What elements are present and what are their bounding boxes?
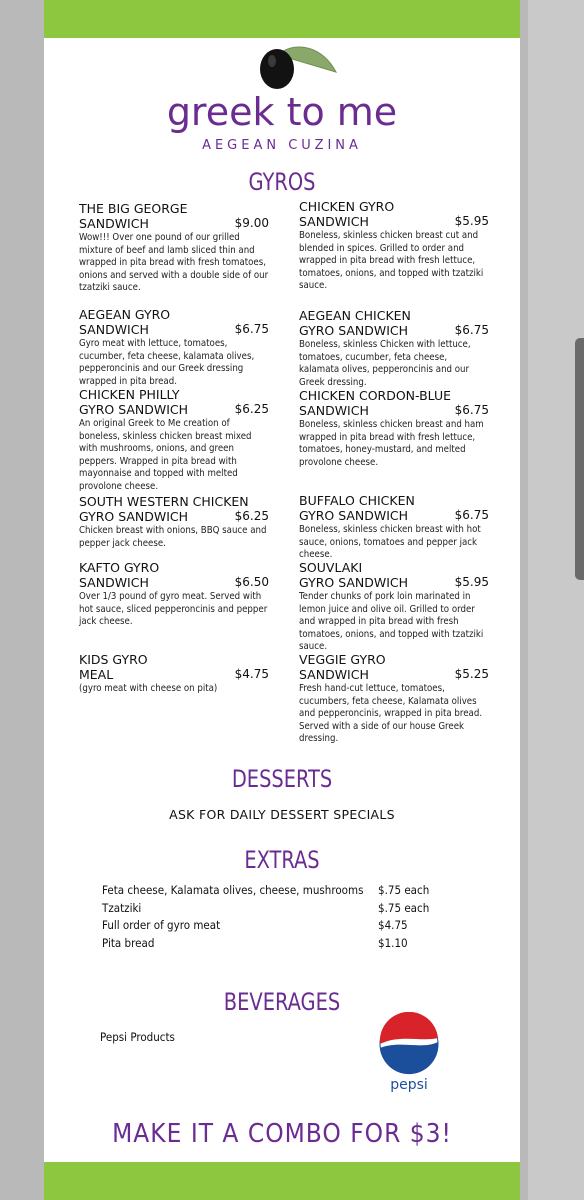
item-name-line: GYRO SANDWICH <box>299 575 409 590</box>
beverage-item: Pepsi Products <box>100 1030 175 1044</box>
item-name <box>299 388 489 418</box>
item-price: $9.00 <box>234 216 269 230</box>
item-price: $6.75 <box>454 403 489 417</box>
extra-name: Pita bread <box>102 935 155 950</box>
desserts-title: DESSERTS <box>231 765 333 793</box>
item-name <box>79 387 269 417</box>
item-name-line: SANDWICH <box>299 214 369 229</box>
item-description: Chicken breast with onions, BBQ sauce and pepper jack cheese. <box>79 525 267 549</box>
item-price: $6.25 <box>234 509 269 523</box>
extra-row <box>102 883 462 901</box>
pepsi-globe-icon <box>378 1012 440 1092</box>
extra-name: Feta cheese, Kalamata olives, cheese, mushrooms <box>102 883 364 897</box>
menu-item <box>79 387 269 493</box>
item-name <box>79 652 269 682</box>
item-name <box>79 560 269 590</box>
menu-item <box>299 652 489 746</box>
desserts-note: ASK FOR DAILY DESSERT SPECIALS <box>169 807 395 822</box>
item-name-line: SOUVLAKI <box>299 560 363 575</box>
menu-sheet <box>44 0 520 1200</box>
extras-title: EXTRAS <box>244 846 320 874</box>
olive-icon <box>252 42 338 94</box>
item-name <box>299 493 489 523</box>
item-name-line: SANDWICH <box>299 667 369 682</box>
item-name-line: AEGEAN CHICKEN <box>299 308 411 323</box>
extra-row <box>102 936 462 954</box>
menu-item <box>79 652 269 696</box>
item-price: $6.75 <box>234 322 269 336</box>
item-description: Boneless, skinless Chicken with lettuce, tomatoes, cucumber, feta cheese, kalamata olives, pepperoncinis and our Greek dressing. <box>299 339 471 388</box>
item-name-line: CHICKEN GYRO <box>299 199 395 214</box>
extra-row <box>102 901 462 919</box>
menu-item <box>79 307 269 388</box>
item-name <box>299 199 489 229</box>
item-price: $5.95 <box>454 214 489 228</box>
item-description: Gyro meat with lettuce, tomatoes, cucumber, feta cheese, kalamata olives, pepperoncinis and our Greek dressing wrapped in pita bread. <box>79 338 255 387</box>
item-name-line: GYRO SANDWICH <box>79 402 189 417</box>
item-name-line: MEAL <box>79 667 114 682</box>
item-name <box>79 201 269 231</box>
scroll-handle[interactable] <box>575 338 584 580</box>
item-description: (gyro meat with cheese on pita) <box>79 683 218 694</box>
item-price: $5.25 <box>454 667 489 681</box>
extra-price: $.75 each <box>378 883 430 897</box>
item-name-line: AEGEAN GYRO <box>79 307 171 322</box>
right-edge <box>528 0 584 1200</box>
item-name-line: GYRO SANDWICH <box>299 323 409 338</box>
menu-item <box>299 199 489 293</box>
item-name-line: CHICKEN PHILLY <box>79 387 180 402</box>
item-description: Boneless, skinless chicken breast with hot sauce, onions, tomatoes and pepper jack cheese. <box>299 524 481 560</box>
item-description: Wow!!! Over one pound of our grilled mixture of beef and lamb sliced thin and wrapped in pita bread with fresh tomatoes, onions and served with a double side of our tzatziki sauce. <box>79 232 269 293</box>
menu-item <box>79 560 269 629</box>
menu-item <box>299 493 489 562</box>
item-description: Boneless, skinless chicken breast cut and blended in spices. Grilled to order and wrapped in pita bread with fresh lettuce, tomatoes, onions, and topped with tzatziki sauce. <box>299 230 484 291</box>
item-name-line: CHICKEN CORDON-BLUE <box>299 388 452 403</box>
item-name <box>299 308 489 338</box>
logo-text: greek to me <box>166 90 398 134</box>
item-name-line: SANDWICH <box>79 575 149 590</box>
extra-price: $4.75 <box>378 918 408 932</box>
item-description: Boneless, skinless chicken breast and ham wrapped in pita bread with fresh lettuce, tomatoes, honey-mustard, and melted provolone cheese. <box>299 419 484 468</box>
item-name-line: KIDS GYRO <box>79 652 148 667</box>
bottom-green-band <box>44 1162 520 1200</box>
item-price: $6.75 <box>454 508 489 522</box>
beverages-title: BEVERAGES <box>223 988 341 1016</box>
item-description: Tender chunks of pork loin marinated in lemon juice and olive oil. Grilled to order and wrapped in pita bread with fresh tomatoes, onions, and topped with tzatziki sauce. <box>299 591 484 652</box>
item-name-line: GYRO SANDWICH <box>79 509 189 524</box>
item-name-line: SANDWICH <box>79 216 149 231</box>
item-name <box>299 560 489 590</box>
item-price: $4.75 <box>234 667 269 681</box>
extra-name: Full order of gyro meat <box>102 918 221 932</box>
extra-name: Tzatziki <box>102 900 142 915</box>
item-name <box>79 307 269 337</box>
item-name-line: THE BIG GEORGE <box>79 201 188 216</box>
pepsi-wordmark: pepsi <box>390 1077 428 1092</box>
item-price: $6.25 <box>234 402 269 416</box>
menu-item <box>299 308 489 389</box>
item-price: $6.50 <box>234 575 269 589</box>
extra-price: $1.10 <box>378 935 408 950</box>
item-description: Over 1/3 pound of gyro meat. Served with hot sauce, sliced pepperoncinis and pepper jack cheese. <box>79 591 268 627</box>
extra-price: $.75 each <box>378 900 430 915</box>
item-name-line: VEGGIE GYRO <box>299 652 386 667</box>
item-name <box>79 494 269 524</box>
item-name <box>299 652 489 682</box>
item-name-line: SOUTH WESTERN CHICKEN <box>79 494 249 509</box>
tagline: AEGEAN CUZINA <box>202 138 362 153</box>
combo-banner: MAKE IT A COMBO FOR $3! <box>112 1119 452 1149</box>
menu-item <box>79 201 269 295</box>
item-description: Fresh hand-cut lettuce, tomatoes, cucumbers, feta cheese, Kalamata olives and pepperoncinis, wrapped in pita bread. Served with a side of our house Greek dressing. <box>299 683 483 744</box>
item-name-line: GYRO SANDWICH <box>299 508 409 523</box>
item-price: $5.95 <box>454 575 489 589</box>
item-name-line: KAFTO GYRO <box>79 560 160 575</box>
item-name-line: BUFFALO CHICKEN <box>299 493 415 508</box>
item-name-line: SANDWICH <box>79 322 149 337</box>
gyros-title: GYROS <box>248 168 316 196</box>
top-green-band <box>44 0 520 38</box>
menu-item <box>299 388 489 469</box>
extras-list <box>102 883 462 953</box>
item-description: An original Greek to Me creation of boneless, skinless chicken breast mixed with mushrooms, onions, and green peppers. Wrapped in pita bread with mayonnaise and topped with melted provolone cheese. <box>79 418 252 492</box>
extra-row <box>102 918 462 936</box>
menu-item <box>79 494 269 550</box>
item-name-line: SANDWICH <box>299 403 369 418</box>
item-price: $6.75 <box>454 323 489 337</box>
pepsi-logo <box>378 1012 440 1092</box>
menu-item <box>299 560 489 654</box>
